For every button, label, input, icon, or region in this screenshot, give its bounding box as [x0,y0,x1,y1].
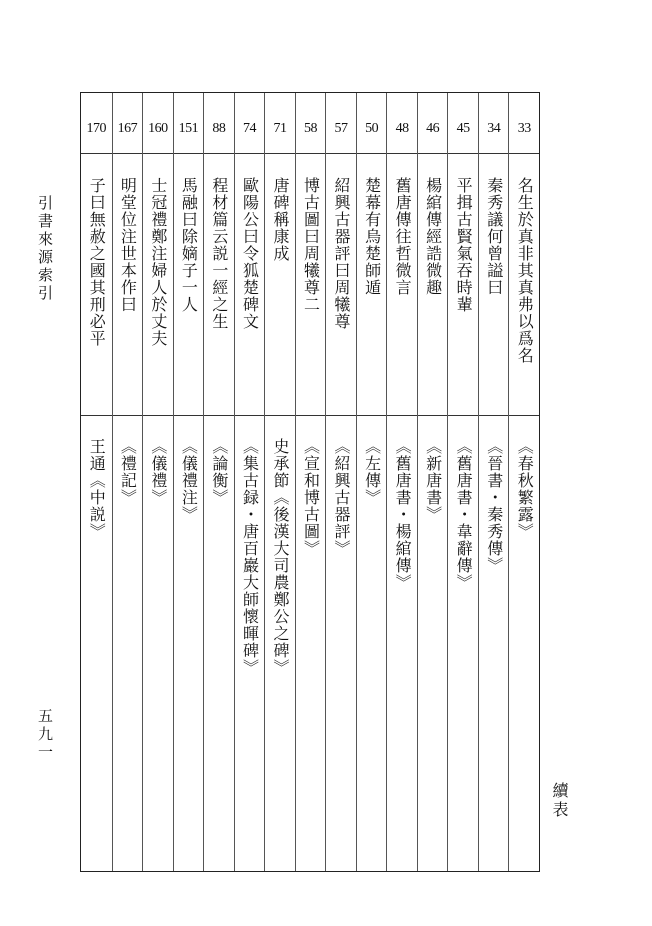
quoted-text: 楚幕有烏楚師遁 [362,177,382,296]
entry-number: 167 [117,121,138,136]
quoted-text: 楊綰傳經誥微趣 [423,177,443,296]
source-title: 《宣和博古圖》 [301,438,321,557]
quoted-text: 唐碑稱康成 [270,177,290,262]
source-title: 《儀禮》 [148,438,168,506]
source-title: 《舊唐書・韋辭傳》 [454,438,474,591]
table-row [386,93,417,871]
entry-number: 45 [456,121,470,136]
table-row [142,93,173,871]
quoted-text: 子曰無赦之國其刑必平 [87,177,107,347]
quoted-text: 士冠禮鄭注婦人於丈夫 [148,177,168,347]
source-title: 《論衡》 [209,438,229,506]
table-row [173,93,204,871]
table-row [356,93,387,871]
table-row [203,93,234,871]
table-row [417,93,448,871]
quoted-text: 舊唐傳往哲微言 [393,177,413,296]
quoted-text: 程材篇云説一經之生 [209,177,229,330]
table-row [325,93,356,871]
quoted-text: 紹興古器評曰周犧尊 [332,177,352,330]
running-title: 引書來源索引 [36,195,54,303]
source-title: 《儀禮注》 [179,438,199,523]
table-row [264,93,295,871]
source-title: 《舊唐書・楊綰傳》 [393,438,413,591]
source-title: 王通《中説》 [87,438,107,540]
entry-number: 58 [304,121,318,136]
entry-number: 170 [86,121,107,136]
quoted-text: 平揖古賢氣吞時輩 [454,177,474,313]
entry-number: 88 [212,121,226,136]
entry-number: 34 [487,121,501,136]
table-row [234,93,265,871]
quoted-text: 名生於真非其真弗以爲名 [515,177,535,364]
table-row [508,93,539,871]
table-row [81,93,112,871]
source-title: 《左傳》 [362,438,382,506]
source-title: 《新唐書》 [423,438,443,523]
entry-number: 151 [178,121,199,136]
table-row [447,93,478,871]
quoted-text: 博古圖曰周犧尊二 [301,177,321,313]
citation-table [80,92,540,872]
table-row [112,93,143,871]
entry-number: 74 [242,121,256,136]
source-title: 史承節《後漢大司農鄭公之碑》 [270,438,290,676]
quoted-text: 馬融曰除嫡子一人 [179,177,199,313]
entry-number: 160 [148,121,168,136]
entry-number: 57 [334,121,348,136]
source-title: 《春秋繁露》 [515,438,535,540]
continued-table-label: 續表 [550,782,569,820]
entry-number: 46 [426,121,440,136]
page-number: 五九一 [36,708,54,762]
table-row [295,93,326,871]
quoted-text: 歐陽公曰令狐楚碑文 [240,177,260,330]
entry-number: 71 [273,121,287,136]
entry-number: 48 [395,121,409,136]
quoted-text: 秦秀議何曾謚曰 [484,177,504,296]
entry-number: 33 [517,121,531,136]
source-title: 《紹興古器評》 [332,438,352,557]
table-row [478,93,509,871]
quoted-text: 明堂位注世本作曰 [118,177,138,313]
source-title: 《禮記》 [118,438,138,506]
source-title: 《晉書・秦秀傳》 [484,438,504,574]
entry-number: 50 [365,121,379,136]
source-title: 《集古録・唐百巖大師懷暉碑》 [240,438,260,676]
